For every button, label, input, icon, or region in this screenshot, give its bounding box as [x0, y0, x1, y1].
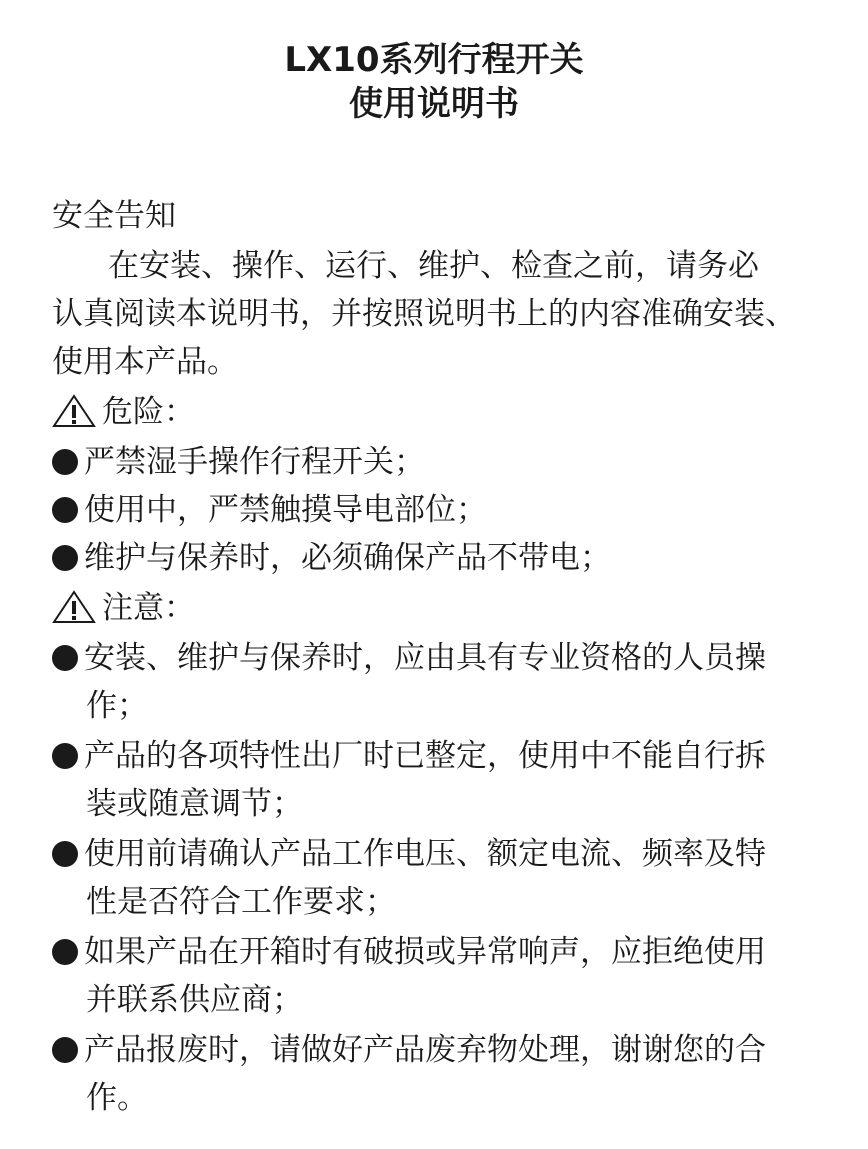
list-item	[52, 732, 766, 780]
caution-label: 注意：	[102, 590, 195, 626]
caution-item-continuation: 性是否符合工作要求；	[86, 884, 396, 920]
list-item	[52, 830, 766, 878]
document-subtitle: 使用说明书	[349, 84, 519, 124]
danger-heading	[52, 388, 195, 436]
caution-item-continuation: 装或随意调节；	[86, 786, 303, 822]
list-item	[52, 634, 766, 682]
bullet-icon	[52, 497, 78, 523]
danger-item-text: 使用中，严禁触摸导电部位；	[84, 492, 487, 528]
bullet-icon	[52, 743, 78, 769]
warning-triangle-icon	[52, 394, 96, 428]
list-item	[52, 534, 611, 582]
caution-item-text: 使用前请确认产品工作电压、额定电流、频率及特	[84, 836, 766, 872]
caution-item-continuation: 作；	[86, 688, 148, 724]
danger-item-text: 维护与保养时，必须确保产品不带电；	[84, 540, 611, 576]
bullet-icon	[52, 939, 78, 965]
caution-item-text: 产品报废时，请做好产品废弃物处理，谢谢您的合	[84, 1032, 766, 1068]
bullet-icon	[52, 1037, 78, 1063]
caution-item-continuation: 并联系供应商；	[86, 982, 303, 1018]
caution-item-text: 产品的各项特性出厂时已整定，使用中不能自行拆	[84, 738, 766, 774]
document-title: LX10系列行程开关	[284, 40, 584, 80]
intro-line-1: 在安装、操作、运行、维护、检查之前，请务必	[108, 248, 759, 284]
intro-line-3: 使用本产品。	[52, 344, 238, 380]
bullet-icon	[52, 545, 78, 571]
list-item	[52, 486, 487, 534]
caution-item-text: 安装、维护与保养时，应由具有专业资格的人员操	[84, 640, 766, 676]
caution-item-text: 如果产品在开箱时有破损或异常响声，应拒绝使用	[84, 934, 766, 970]
list-item	[52, 928, 766, 976]
warning-triangle-icon	[52, 590, 96, 624]
list-item	[52, 1026, 766, 1074]
bullet-icon	[52, 645, 78, 671]
list-item	[52, 438, 425, 486]
bullet-icon	[52, 449, 78, 475]
danger-item-text: 严禁湿手操作行程开关；	[84, 444, 425, 480]
bullet-icon	[52, 841, 78, 867]
caution-heading	[52, 584, 195, 632]
intro-line-2: 认真阅读本说明书，并按照说明书上的内容准确安装、	[52, 296, 796, 332]
danger-label: 危险：	[102, 394, 195, 430]
caution-item-continuation: 作。	[86, 1080, 148, 1116]
section-heading: 安全告知	[52, 198, 176, 234]
